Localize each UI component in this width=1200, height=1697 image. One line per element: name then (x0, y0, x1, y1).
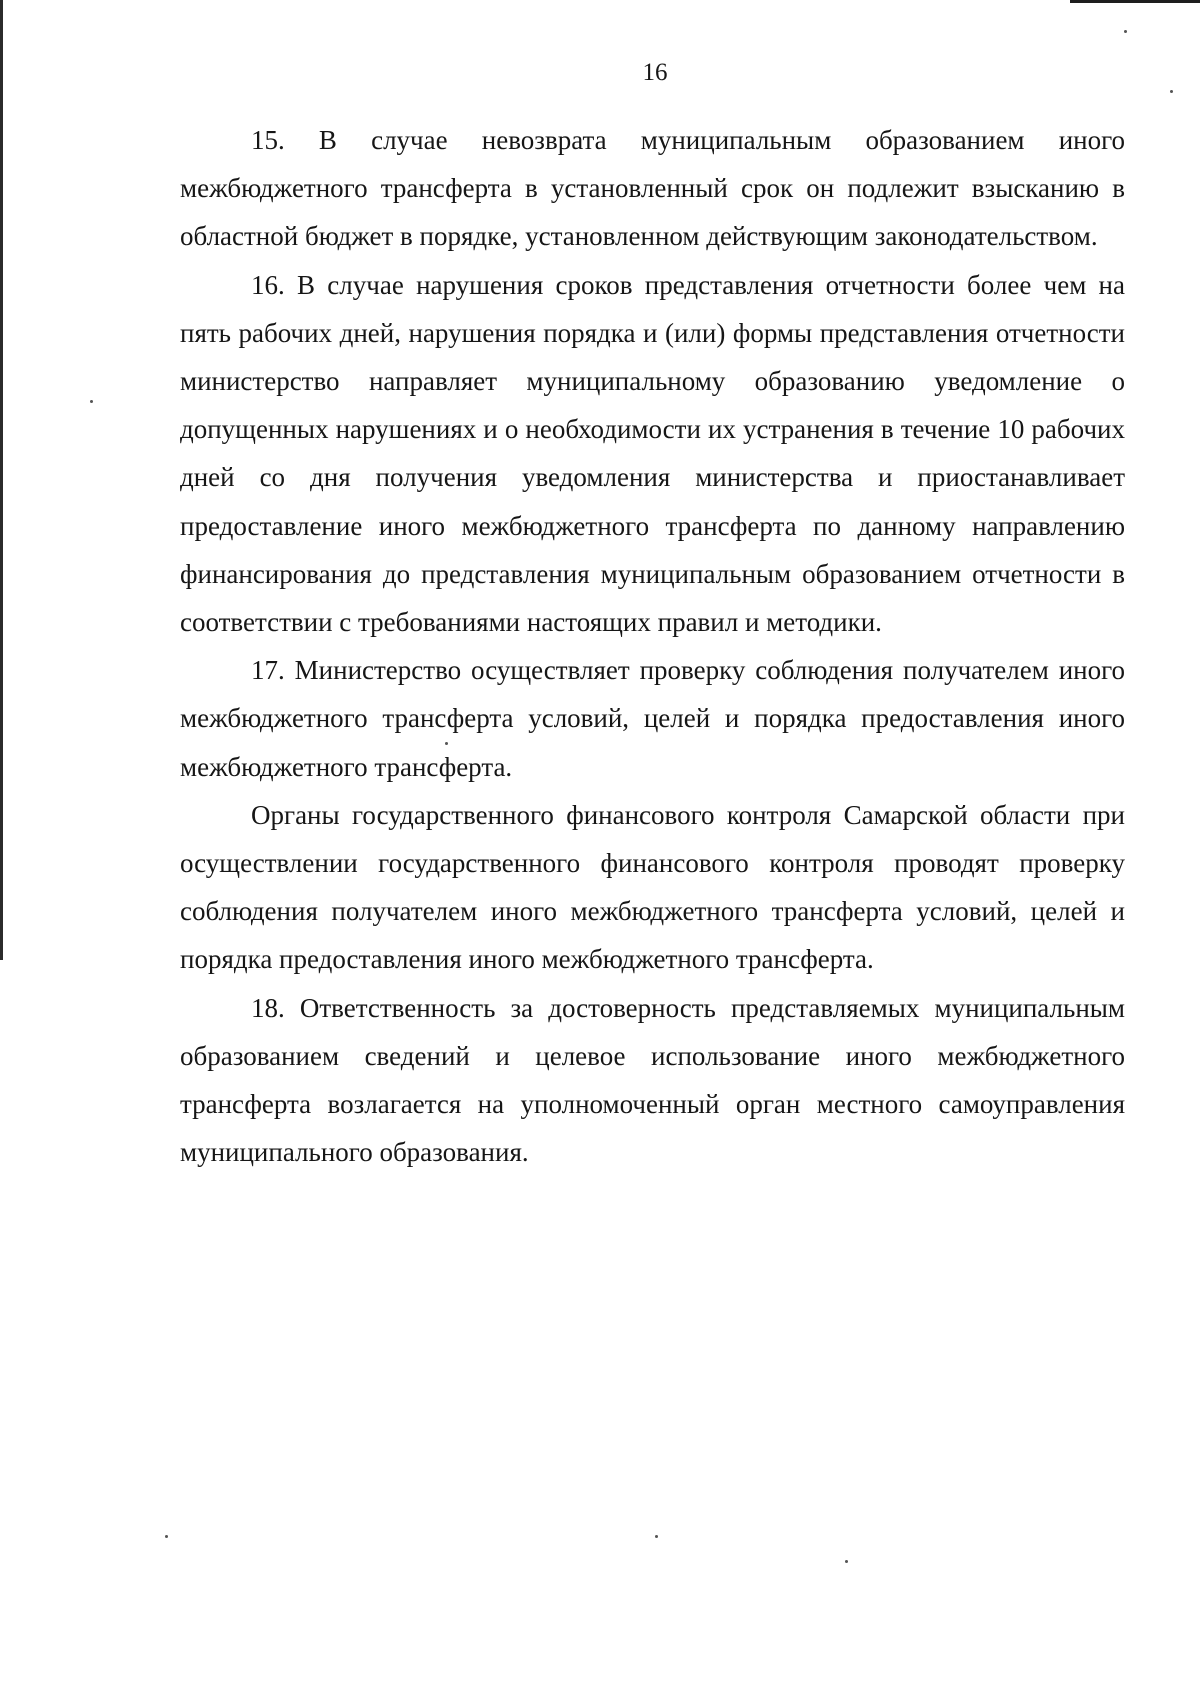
paragraph-15: 15. В случае невозврата муниципальным образованием иного межбюджетного трансферта в установленный срок он подлежит взысканию в областной бюджет в порядке, установленном действующим законодательством. (180, 125, 1125, 252)
scan-speck (1170, 90, 1173, 93)
scan-speck (1124, 30, 1127, 33)
document-body (180, 116, 1125, 1176)
page-number: 16 (642, 59, 668, 86)
scan-speck (445, 742, 448, 745)
paragraph-16: 16. В случае нарушения сроков представления отчетности более чем на пять рабочих дней, нарушения порядка и (или) формы представления отчетности министерство направляет муниципальному образованию уведомление о допущенных нарушениях и о необходимости их устранения в течение 10 рабочих дней со дня получения уведомления министерства и приостанавливает предоставление иного межбюджетного трансферта по данному направлению финансирования до представления муниципальным образованием отчетности в соответствии с требованиями настоящих правил и методики. (180, 269, 1125, 638)
scan-speck (165, 1535, 168, 1538)
paragraph-17: 17. Министерство осуществляет проверку соблюдения получателем иного межбюджетного трансферта условий, целей и порядка предоставления иного межбюджетного трансферта. (180, 655, 1125, 782)
scan-speck (845, 1560, 848, 1563)
scan-speck (655, 1535, 658, 1538)
scan-edge-left (0, 0, 3, 960)
scan-speck (90, 400, 93, 403)
scan-edge-top (1070, 0, 1200, 3)
paragraph-18: 18. Ответственность за достоверность представляемых муниципальным образованием сведений и целевое использование иного межбюджетного трансферта возлагается на уполномоченный орган местного самоуправления муниципального образования. (180, 992, 1125, 1168)
paragraph-control-bodies: Органы государственного финансового контроля Самарской области при осуществлении государственного финансового контроля проводят проверку соблюдения получателем иного межбюджетного трансферта условий, целей и порядка предоставления иного межбюджетного трансферта. (180, 799, 1125, 975)
